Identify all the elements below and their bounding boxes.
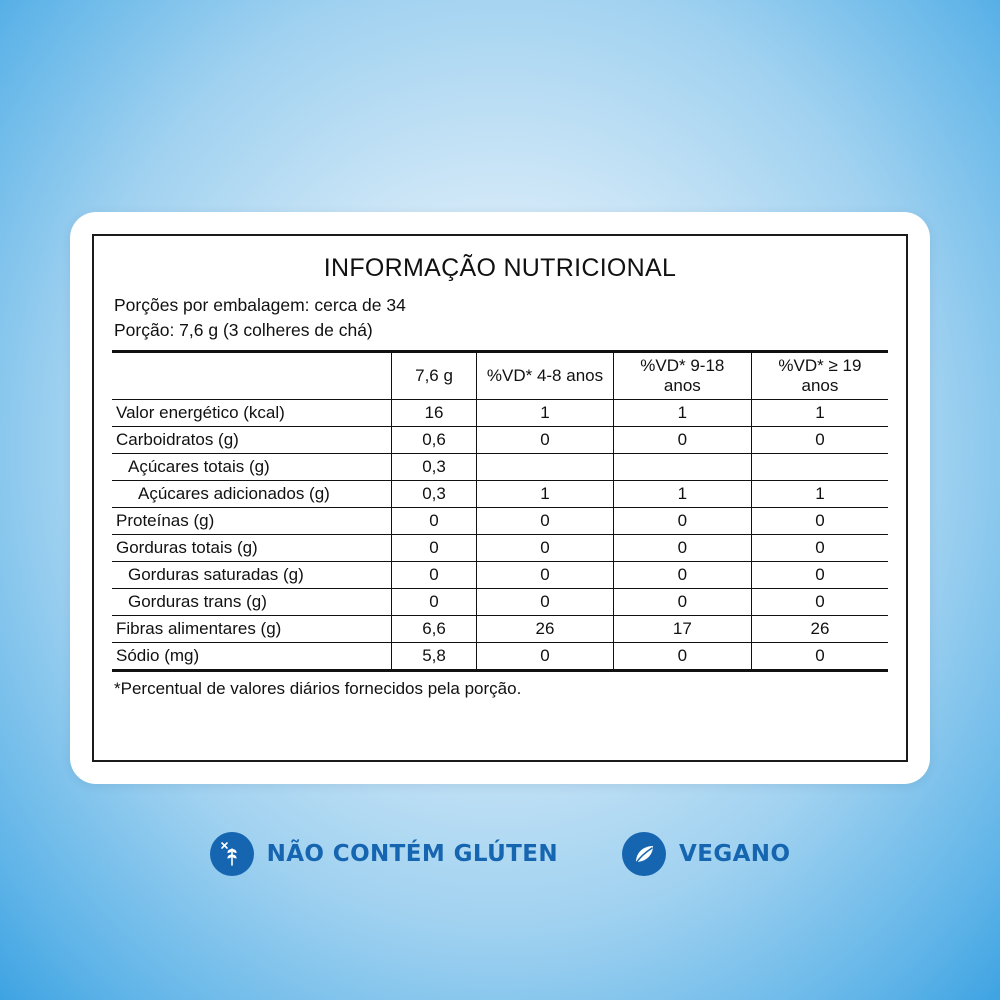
cell-vd-9-18: 0 bbox=[613, 534, 751, 561]
cell-vd-19: 0 bbox=[751, 561, 888, 588]
cell-portion: 6,6 bbox=[391, 615, 476, 642]
table-header-row bbox=[112, 351, 888, 399]
nutrition-panel bbox=[92, 234, 908, 762]
badge-vegan bbox=[622, 832, 790, 876]
cell-portion: 0 bbox=[391, 534, 476, 561]
badge-gluten-free bbox=[210, 832, 558, 876]
serving-size: Porção: 7,6 g (3 colheres de chá) bbox=[114, 320, 373, 341]
cell-portion: 0,3 bbox=[391, 480, 476, 507]
cell-vd-19: 0 bbox=[751, 588, 888, 615]
cell-vd-9-18: 0 bbox=[613, 426, 751, 453]
cell-portion: 16 bbox=[391, 399, 476, 426]
cell-vd-4-8: 1 bbox=[477, 480, 614, 507]
cell-vd-19 bbox=[751, 453, 888, 480]
page-title: INFORMAÇÃO NUTRICIONAL bbox=[323, 254, 677, 282]
cell-vd-4-8: 0 bbox=[477, 642, 614, 670]
cell-portion: 0 bbox=[391, 507, 476, 534]
cell-vd-4-8: 26 bbox=[477, 615, 614, 642]
cell-portion: 0,6 bbox=[391, 426, 476, 453]
table-row bbox=[112, 399, 888, 426]
label-card bbox=[70, 212, 930, 784]
wheat-crossed-icon bbox=[210, 832, 254, 876]
column-header-nutrient bbox=[112, 351, 391, 399]
cell-nutrient: Gorduras saturadas (g) bbox=[112, 561, 391, 588]
table-row bbox=[112, 534, 888, 561]
cell-vd-9-18: 0 bbox=[613, 588, 751, 615]
cell-nutrient: Valor energético (kcal) bbox=[112, 399, 391, 426]
column-header-vd-19: %VD* ≥ 19 anos bbox=[751, 351, 888, 399]
nutrition-table bbox=[112, 350, 888, 672]
cell-vd-9-18: 1 bbox=[613, 480, 751, 507]
table-row bbox=[112, 507, 888, 534]
cell-vd-4-8: 0 bbox=[477, 561, 614, 588]
cell-nutrient: Gorduras trans (g) bbox=[112, 588, 391, 615]
cell-vd-19: 0 bbox=[751, 642, 888, 670]
table-row bbox=[112, 615, 888, 642]
badge-vegan-label: VEGANO bbox=[679, 841, 791, 867]
column-header-vd-9-18: %VD* 9-18 anos bbox=[613, 351, 751, 399]
cell-nutrient: Açúcares adicionados (g) bbox=[112, 480, 391, 507]
cell-vd-9-18: 0 bbox=[613, 561, 751, 588]
table-row bbox=[112, 480, 888, 507]
badge-gluten-free-label: NÃO CONTÉM GLÚTEN bbox=[266, 841, 559, 867]
table-footnote: *Percentual de valores diários fornecidos pela porção. bbox=[114, 678, 522, 698]
table-row bbox=[112, 642, 888, 670]
cell-vd-19: 1 bbox=[751, 399, 888, 426]
cell-portion: 0 bbox=[391, 588, 476, 615]
cell-nutrient: Açúcares totais (g) bbox=[112, 453, 391, 480]
cell-vd-4-8: 0 bbox=[477, 507, 614, 534]
column-header-portion: 7,6 g bbox=[391, 351, 476, 399]
cell-portion: 5,8 bbox=[391, 642, 476, 670]
cell-vd-4-8: 1 bbox=[477, 399, 614, 426]
badge-row bbox=[0, 832, 1000, 876]
cell-vd-4-8: 0 bbox=[477, 588, 614, 615]
table-row bbox=[112, 561, 888, 588]
cell-portion: 0,3 bbox=[391, 453, 476, 480]
table-row bbox=[112, 426, 888, 453]
cell-vd-19: 1 bbox=[751, 480, 888, 507]
cell-vd-9-18: 0 bbox=[613, 642, 751, 670]
cell-nutrient: Proteínas (g) bbox=[112, 507, 391, 534]
cell-vd-4-8: 0 bbox=[477, 426, 614, 453]
cell-vd-19: 0 bbox=[751, 534, 888, 561]
cell-vd-9-18: 1 bbox=[613, 399, 751, 426]
cell-vd-19: 0 bbox=[751, 426, 888, 453]
cell-vd-4-8 bbox=[477, 453, 614, 480]
cell-vd-9-18: 17 bbox=[613, 615, 751, 642]
cell-nutrient: Gorduras totais (g) bbox=[112, 534, 391, 561]
cell-vd-19: 0 bbox=[751, 507, 888, 534]
cell-vd-19: 26 bbox=[751, 615, 888, 642]
cell-nutrient: Carboidratos (g) bbox=[112, 426, 391, 453]
table-row bbox=[112, 588, 888, 615]
table-row bbox=[112, 453, 888, 480]
cell-vd-9-18: 0 bbox=[613, 507, 751, 534]
cell-vd-9-18 bbox=[613, 453, 751, 480]
cell-nutrient: Fibras alimentares (g) bbox=[112, 615, 391, 642]
cell-vd-4-8: 0 bbox=[477, 534, 614, 561]
column-header-vd-4-8: %VD* 4-8 anos bbox=[477, 351, 614, 399]
leaf-icon bbox=[622, 832, 666, 876]
cell-portion: 0 bbox=[391, 561, 476, 588]
servings-per-package: Porções por embalagem: cerca de 34 bbox=[114, 295, 406, 315]
cell-nutrient: Sódio (mg) bbox=[112, 642, 391, 670]
